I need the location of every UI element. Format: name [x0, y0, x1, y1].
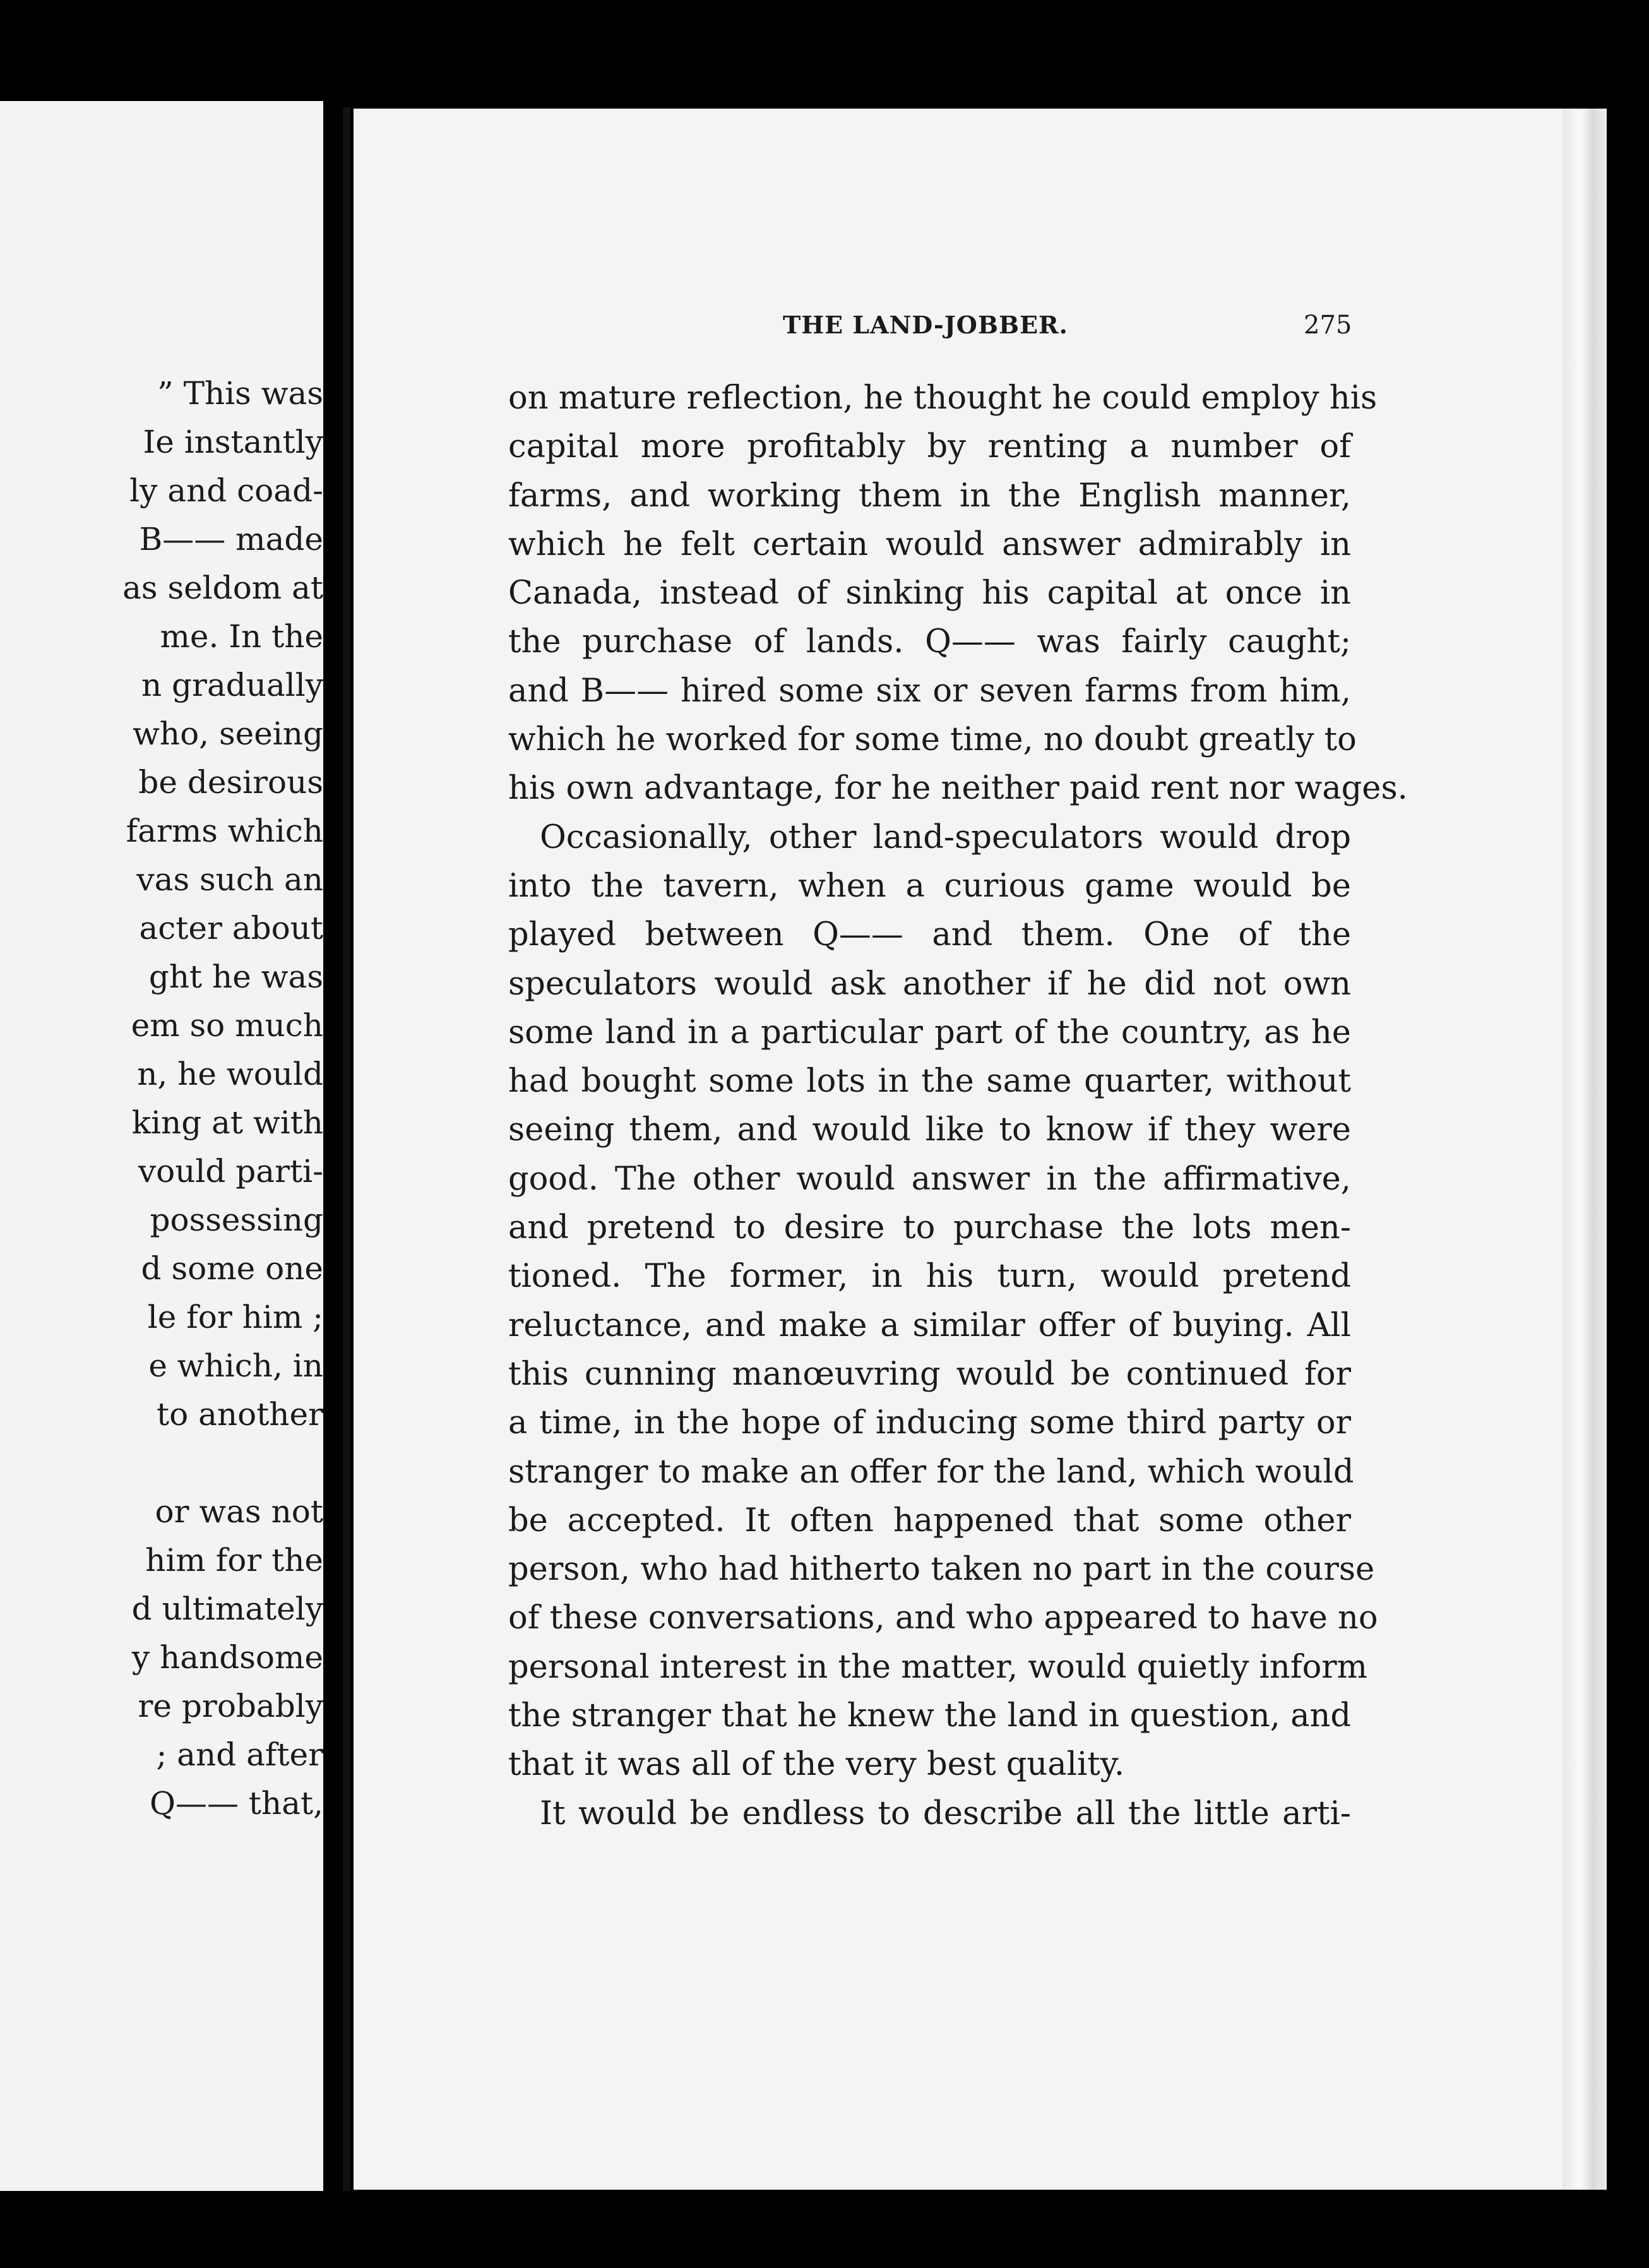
text-line: Canada, instead of sinking his capital at once in	[508, 575, 1351, 612]
left-page	[0, 101, 323, 2191]
left-page-line: to another	[157, 1396, 323, 1433]
left-page-line: e which, in	[148, 1347, 323, 1384]
text-line: stranger to make an offer for the land, which would	[508, 1453, 1354, 1491]
book-spine-gutter	[343, 107, 350, 2191]
text-line: person, who had hitherto taken no part in the course	[508, 1551, 1375, 1589]
text-line: his own advantage, for he neither paid rent nor wages.	[508, 770, 1408, 808]
left-page-line: le for him ;	[147, 1299, 323, 1335]
left-page-line: king at with	[131, 1104, 323, 1141]
text-line: that it was all of the very best quality.	[508, 1746, 1125, 1784]
left-page-line: re probably	[138, 1688, 323, 1724]
left-page-line: ” This was	[157, 375, 323, 412]
text-line: the purchase of lands. Q—— was fairly caught;	[508, 623, 1351, 661]
text-line: a time, in the hope of inducing some third party or	[508, 1404, 1351, 1442]
text-line: on mature reflection, he thought he could employ his	[508, 379, 1378, 417]
right-page	[354, 109, 1607, 2190]
text-line: capital more profitably by renting a number of	[508, 428, 1351, 466]
left-page-line: n gradually	[141, 667, 323, 703]
text-line: which he felt certain would answer admirably in	[508, 525, 1351, 563]
text-line: reluctance, and make a similar offer of buying. All	[508, 1306, 1351, 1344]
text-line: It would be endless to describe all the little arti-	[540, 1794, 1351, 1832]
text-line: the stranger that he knew the land in question, and	[508, 1697, 1351, 1735]
left-page-line: as seldom at	[122, 570, 323, 606]
text-line: personal interest in the matter, would quietly inform	[508, 1648, 1368, 1686]
left-page-line: n, he would	[137, 1056, 323, 1092]
left-page-line: ght he was	[148, 958, 323, 995]
text-line: Occasionally, other land-speculators would drop	[540, 818, 1351, 856]
text-line: played between Q—— and them. One of the	[508, 916, 1351, 954]
left-page-line: vould parti-	[138, 1153, 323, 1190]
left-page-line: be desirous	[138, 764, 323, 801]
running-head: THE LAND-JOBBER.	[783, 311, 1068, 339]
left-page-line: me. In the	[160, 618, 323, 655]
left-page-line: Ie instantly	[143, 424, 323, 460]
text-line: which he worked for some time, no doubt greatly to	[508, 721, 1357, 759]
left-page-line: y handsome	[131, 1639, 323, 1676]
left-page-line: or was not	[155, 1493, 323, 1530]
left-page-line: ly and coad-	[129, 472, 323, 509]
text-line: seeing them, and would like to know if they were	[508, 1111, 1351, 1149]
page-number: 275	[1304, 311, 1352, 340]
left-page-line: who, seeing	[133, 715, 323, 752]
text-line: be accepted. It often happened that some other	[508, 1501, 1351, 1539]
left-page-line: acter about	[139, 910, 323, 946]
text-line: some land in a particular part of the country, as he	[508, 1013, 1351, 1051]
text-line: tioned. The former, in his turn, would pretend	[508, 1258, 1351, 1296]
left-page-line: d ultimately	[131, 1591, 323, 1627]
left-page-line: him for the	[145, 1542, 323, 1579]
text-line: and B—— hired some six or seven farms from him,	[508, 672, 1351, 710]
text-line: good. The other would answer in the affirmative,	[508, 1160, 1351, 1198]
body-text	[508, 374, 1408, 1838]
text-line: speculators would ask another if he did not own	[508, 965, 1351, 1003]
text-line: this cunning manœuvring would be continued for	[508, 1355, 1351, 1393]
left-page-line: ; and after	[156, 1736, 323, 1773]
left-page-line: B—— made	[139, 521, 323, 558]
text-line: into the tavern, when a curious game would be	[508, 867, 1351, 905]
left-page-line: Q—— that,	[150, 1785, 323, 1822]
text-line: and pretend to desire to purchase the lots men-	[508, 1209, 1351, 1247]
left-page-line: vas such an	[136, 861, 323, 898]
text-line: of these conversations, and who appeared to have no	[508, 1599, 1378, 1637]
left-page-line: d some one	[141, 1250, 323, 1287]
left-page-line: farms which	[126, 813, 323, 849]
page-edge	[1563, 109, 1607, 2190]
text-line: farms, and working them in the English manner,	[508, 477, 1351, 515]
left-page-line: possessing	[150, 1202, 323, 1238]
text-line: had bought some lots in the same quarter, without	[508, 1063, 1351, 1101]
left-page-line: em so much	[131, 1007, 323, 1044]
